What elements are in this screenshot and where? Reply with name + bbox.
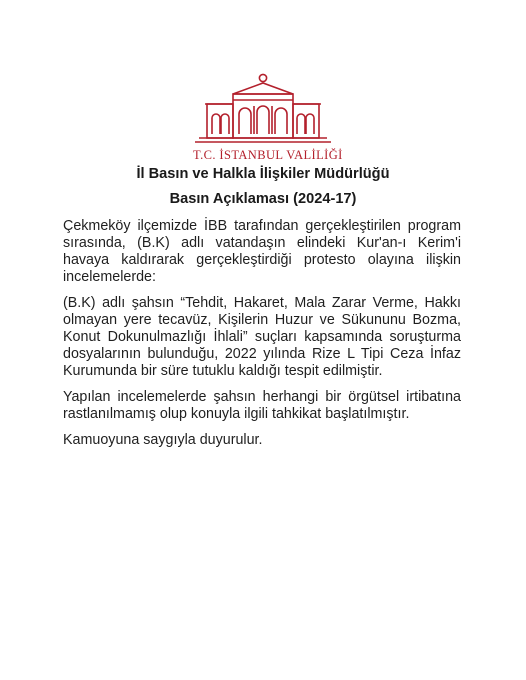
press-release-title: Basın Açıklaması (2024-17) (169, 191, 357, 207)
governorship-logo (193, 72, 343, 164)
paragraph-3: Yapılan incelemelerde şahsın herhangi bir örgütsel irtibatına rastlanılmamış olup konuyla ilgili tahkikat başlatılmıştır. (63, 389, 461, 422)
paragraph-1: Çekmeköy ilçemizde İBB tarafından gerçekleştirilen program sırasında, (B.K) adlı vatandaşın elindeki Kur'an-ı Kerim'i havaya kaldırarak gerçekleştirdiği protesto olayına ilişkin incelemelerde: (63, 218, 461, 285)
press-release-body (63, 218, 461, 458)
governorship-building-icon (193, 72, 333, 148)
logo-caption: T.C. İSTANBUL VALİLİĞİ (193, 148, 343, 162)
paragraph-4: Kamuoyuna saygıyla duyurulur. (63, 432, 263, 448)
department-heading: İl Basın ve Halkla İlişkiler Müdürlüğü (136, 166, 390, 182)
paragraph-2: (B.K) adlı şahsın “Tehdit, Hakaret, Mala Zarar Verme, Hakkı olmayan yere tecavüz, Kişilerin Huzur ve Sükununu Bozma, Konut Dokunulmazlığı İhlali” suçları kapsamında soruşturma dosyalarının bulunduğu, 2022 yılında Rize L Tipi Ceza İnfaz Kurumunda bir süre tutuklu kaldığı tespit edilmiştir. (63, 295, 461, 379)
